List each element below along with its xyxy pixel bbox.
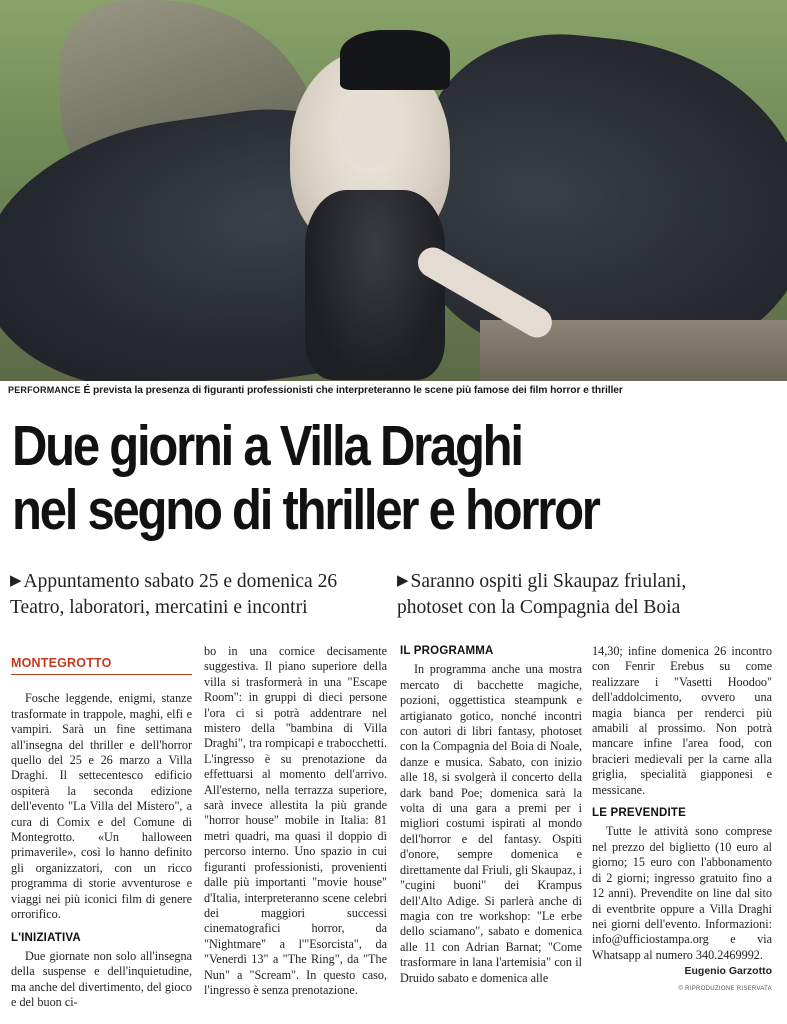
subhead-right-line-1: Saranno ospiti gli Skaupaz friulani, [410,571,687,592]
paragraph-programma: In programma anche una mostra mercato di bacchette magiche, pozioni, oggettistica steampunk e artigianato gotico, nonché incontri con autori di libri fantasy, photoset con la Compagnia del Boia di Noale, danze e musica. Sabato, con inizio alle 18, si svolgerà il concerto della dark band Poe; domenica sarà la volta di una gara a premi per i migliori costumi ispirati al mondo dell'horror e del fantasy. Ospiti d'onore, sempre domenica e direttamente dal Friuli, gli Skaupaz, i "cugini buoni" dei Krampus dell'Alto Adige. Si parlerà anche di magia con tre workshop: "Le erbe dello sciamano", sabato e domenica alle 11 con Adrian Barnat; "Come trasformare in lana l'artemisia" con il Druido sabato e domenica alle [400,662,582,985]
subhead-right [397,568,686,621]
article-column-4 [592,644,772,997]
author-byline: Eugenio Garzotto [684,965,772,978]
paragraph-programma-cont: 14,30; infine domenica 26 incontro con Fenrir Erebus su come realizzare i "Vasetti Hoodoo" dell'addolcimento, ovvero una magia bianca per renderci più amabili al prossimo. Non potrà mancare infine l'area food, con bracieri medievali per la carne alla griglia, specialità giapponesi e messicane. [592,644,772,797]
headline [12,414,674,542]
section-heading-iniziativa: L'INIZIATIVA [11,931,81,944]
paragraph-prevendite: Tutte le attività sono comprese nel prezzo del biglietto (10 euro al giorno; 15 euro con l'abbonamento di 2 giorni; ingresso gratuito fino a 12 anni). Prevendite on line dal sito di eventbrite oppure a Villa Draghi nei giorni dell'evento. Informazioni: info@ufficiostampa.org e via Whatsapp al numero 340.2469992. [592,824,772,962]
subhead-left-line-1: Appuntamento sabato 25 e domenica 26 [23,571,338,592]
headline-line-1: Due giorni a Villa Draghi [12,414,522,478]
paragraph-iniziativa-cont: bo in una cornice decisamente suggestiva. Il piano superiore della villa si trasformerà in una "Escape Room": in gruppi di dieci persone l'ora ci si potrà addentrare nel mistero della "bambina di Villa Draghi", tra rompicapi e trabocchetti. L'ingresso è su prenotazione da effettuarsi al momento dell'arrivo. All'esterno, nella terrazza superiore, sarà invece allestita la più grande "horror house" mobile in Italia: 81 metri quadri, ma quasi il doppio di percorso interno. Uno spazio in cui figuranti professionisti, provenienti dalle più importanti "movie house" d'Italia, interpreteranno scene celebri dei maggiori successi cinematografici horror, da "Nightmare" a l'"Esorcista", da "Venerdì 13" a "The Ring", da "The Nun" a "Scream". In questo caso, l'ingresso è senza prenotazione. [204,644,387,997]
subhead-left-line-2: Teatro, laboratori, mercatini e incontri [10,597,308,618]
copyright-note: © RIPRODUZIONE RISERVATA [678,985,772,992]
paragraph-iniziativa-start: Due giornate non solo all'insegna della suspense e dell'inquietudine, ma anche del divertimento, del gioco e del buon ci- [11,948,192,1010]
caption-tag: PERFORMANCE [8,385,81,395]
headline-line-2: nel segno di thriller e horror [12,478,599,542]
performer-dress [305,190,445,380]
performer-face [340,90,400,168]
location-kicker: MONTEGROTTO [11,656,192,675]
subhead-right-line-2: photoset con la Compagnia del Boia [397,597,681,618]
performer-crown [340,30,450,90]
article-column-3 [400,644,582,986]
subhead-left [10,568,337,621]
paragraph-intro: Fosche leggende, enigmi, stanze trasformate in trappole, maghi, elfi e vampiri. Sarà un fine settimana all'insegna del thriller e dell'horror quello del 25 e 26 marzo a Villa Draghi. Il settecentesco edificio ospiterà la seconda edizione dell'evento "La Villa del Mistero", a cura di Comix e del Comune di Montegrotto. «Un halloween primaverile», così lo hanno definito gli organizzatori, con un ricco programma di storie avventurose e viaggi nei più iconici film di genere orrorifico. [11,691,192,922]
section-heading-programma: IL PROGRAMMA [400,645,494,657]
article-column-1 [11,644,192,1011]
hero-photo [0,0,787,381]
costumed-performer [270,40,470,380]
triangle-right-icon: ▶ [10,573,22,589]
photo-caption [8,385,780,396]
article-column-2 [204,644,387,998]
triangle-right-icon: ▶ [397,573,409,589]
caption-text: É prevista la presenza di figuranti professionisti che interpreteranno le scene più famose dei film horror e thriller [83,385,623,396]
section-heading-prevendite: LE PREVENDITE [592,807,686,820]
